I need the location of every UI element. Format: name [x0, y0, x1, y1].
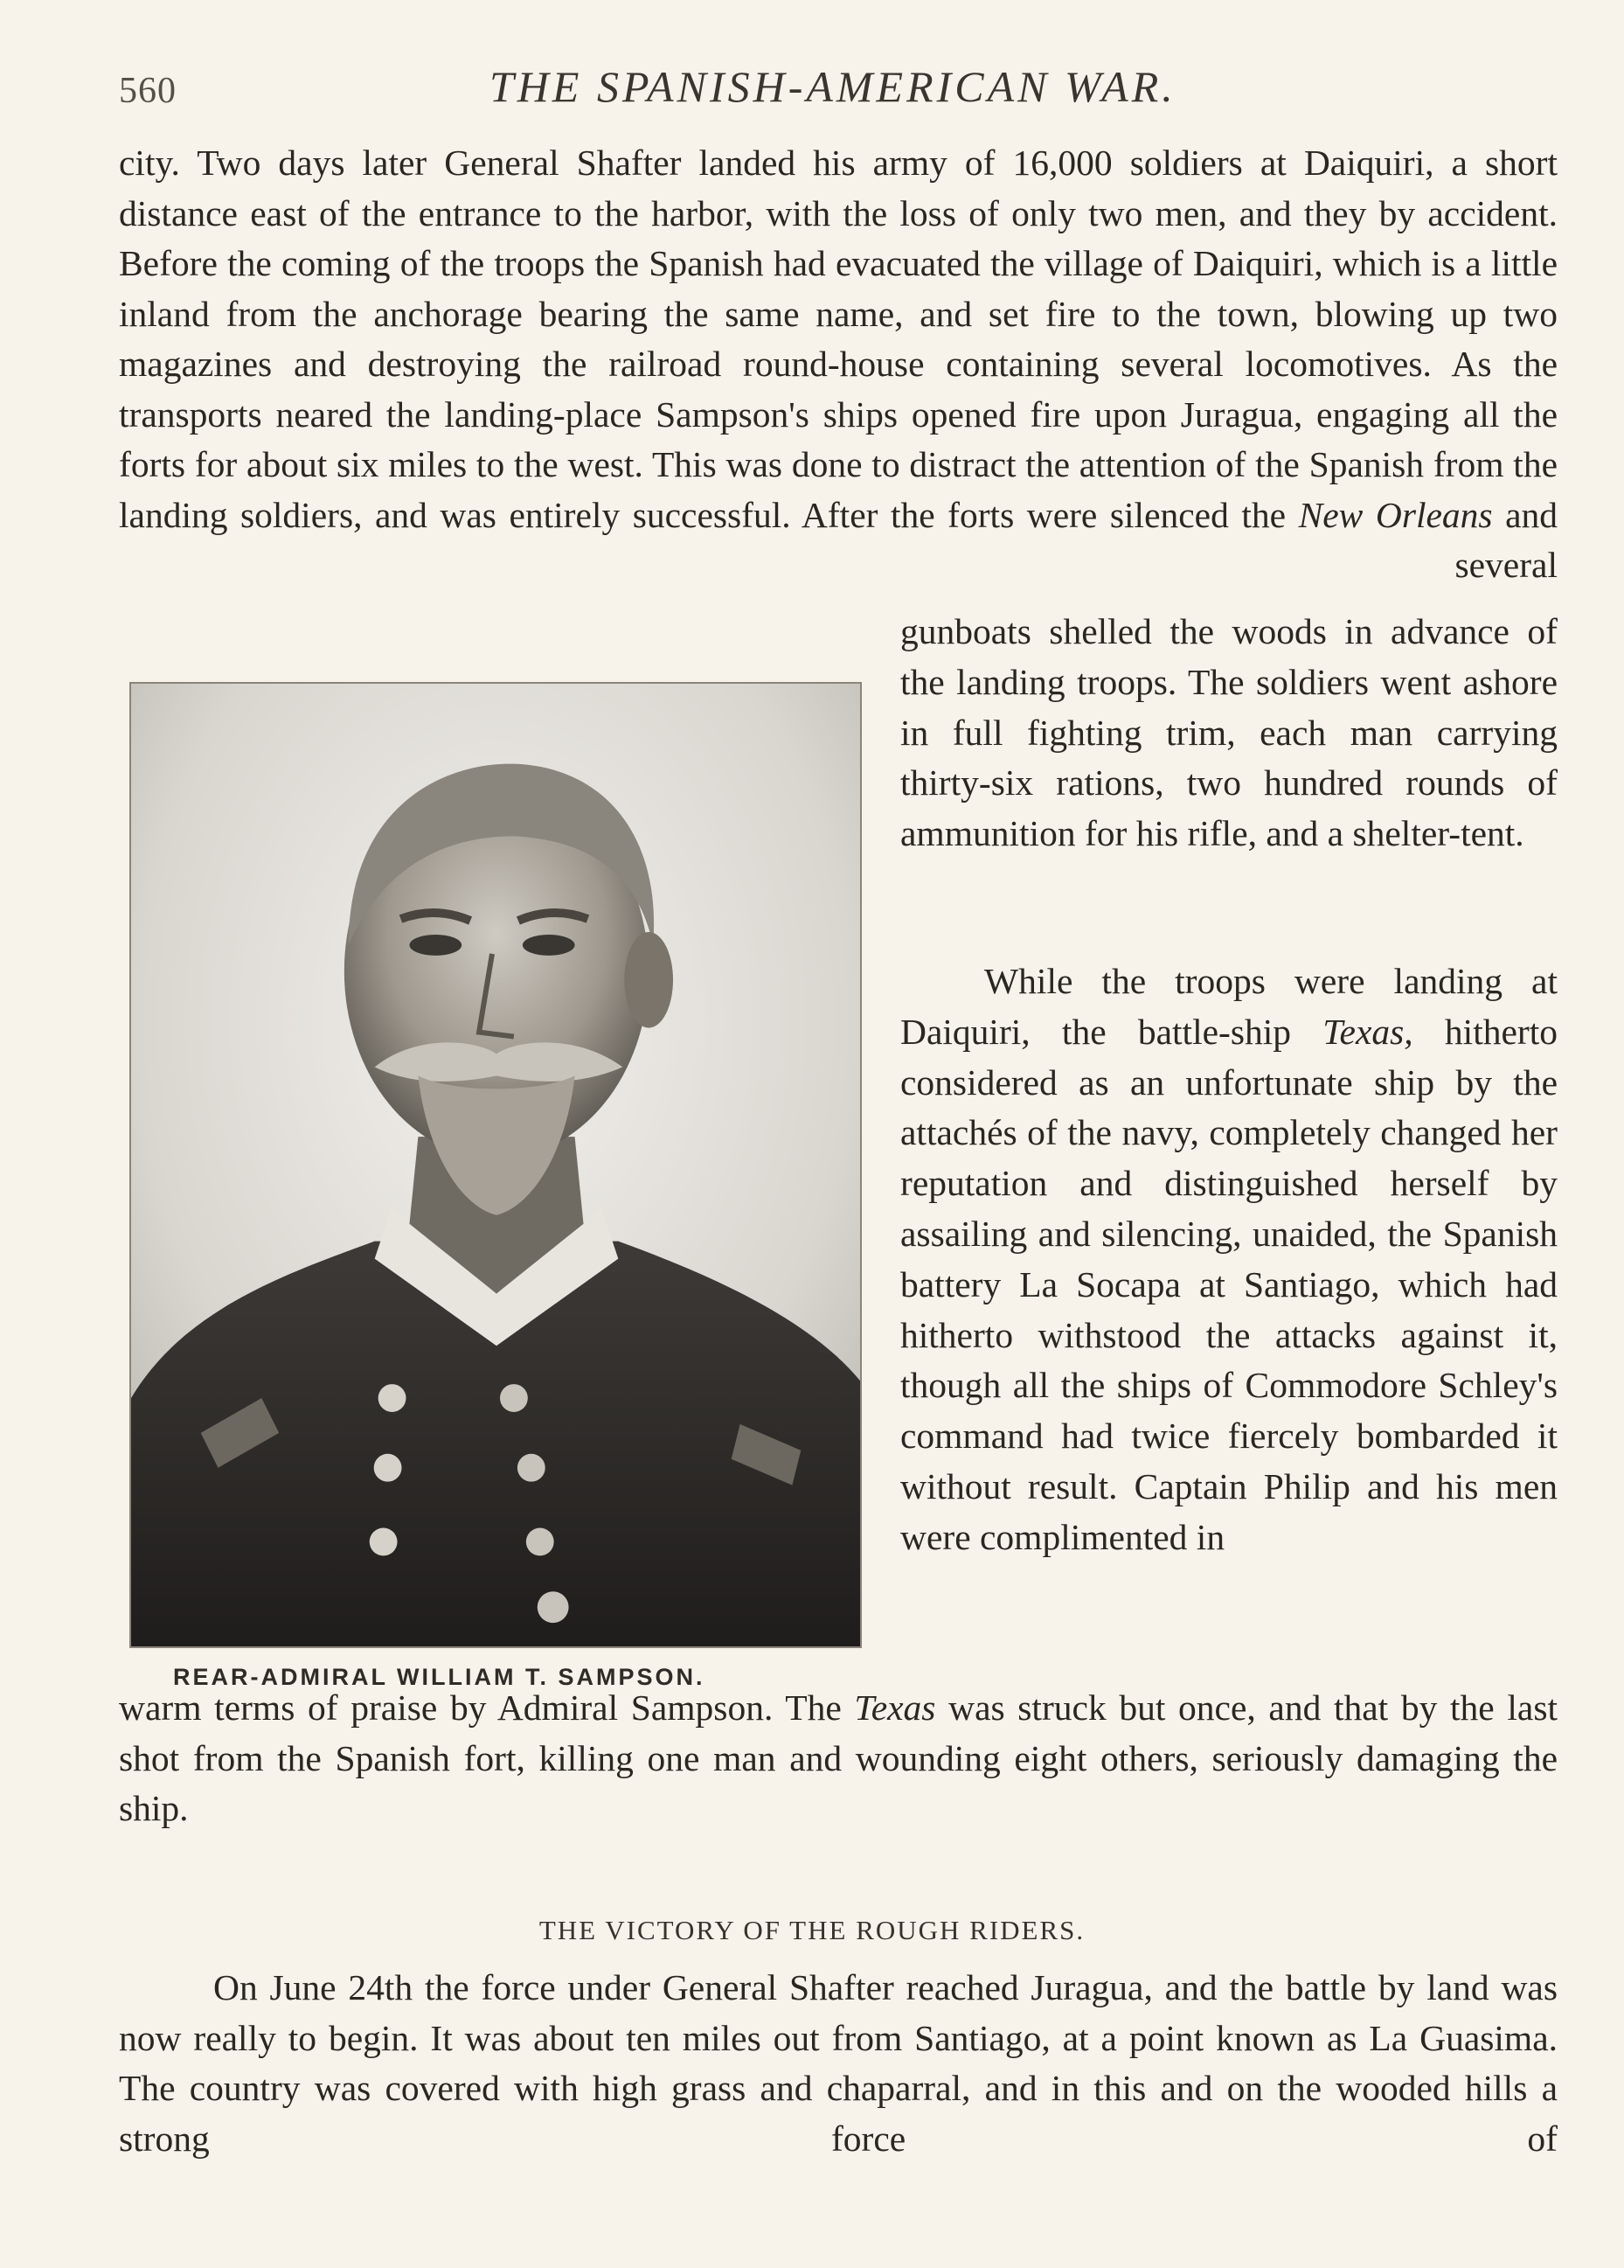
top-paragraph-end: and several	[1454, 494, 1558, 585]
ship-name-texas: Texas,	[1322, 1011, 1413, 1052]
side-paragraph-2-text-b: hitherto considered as an unfortunate ship by the attachés of the navy, completely changed her reputation and distinguished herself by assailing and silencing, unaided, the Spanish battery La Socapa at Santiago, which had hitherto withstood the attacks against it, though all the ships of Commodore Schley's command had twice fiercely bombarded it without result. Captain Philip and his men were complimented in	[900, 1011, 1558, 1557]
portrait-image	[129, 682, 862, 1648]
top-paragraph-text: city. Two days later General Shafter landed his army of 16,000 soldiers at Daiquiri, a short distance east of the entrance to the harbor, with the loss of only two men, and they by accident. Before the coming of the troops the Spanish had evacuated the village of Daiquiri, which is a little inland from the anchorage bearing the same name, and set fire to the town, blowing up two magazines and destroying the railroad round-house containing several locomotives. As the transports neared the landing-place Sampson's ships opened fire upon Juragua, engaging all the forts for about six miles to the west. This was done to distract the attention of the Spanish from the landing soldiers, and was entirely successful. After the forts were silenced the	[119, 143, 1558, 535]
portrait-caption: REAR-ADMIRAL WILLIAM T. SAMPSON.	[173, 1664, 705, 1690]
after-figure-paragraph	[119, 1683, 1558, 1834]
running-title: THE SPANISH-AMERICAN WAR.	[489, 62, 1176, 111]
after-figure-text-b: was struck but once, and that by the last shot from the Spanish fort, killing one man and wounding eight others, seriously damaging the ship.	[119, 1687, 1558, 1828]
side-paragraph-1-text: gunboats shelled the woods in advance of the landing troops. The soldiers went ashore in full fighting trim, each man carrying thirty-six rations, two hundred rounds of ammunition for his rifle, and a shelter-tent.	[900, 611, 1558, 854]
top-paragraph	[119, 138, 1558, 602]
ship-name-texas-2: Texas	[854, 1687, 936, 1728]
portrait-illustration	[131, 684, 860, 1646]
section-heading: THE VICTORY OF THE ROUGH RIDERS.	[538, 1915, 1086, 1945]
side-paragraph-2-text-a: While the troops were landing at Daiquiri, the battle-ship	[900, 961, 1558, 1052]
section-paragraph: On June 24th the force under General Shafter reached Juragua, and the battle by land was now really to begin. It was about ten miles out from Santiago, at a point known as La Guasima. The country was covered with high grass and chaparral, and in this and on the wooded hills a strong force of	[119, 1967, 1558, 2159]
portrait-figure	[119, 673, 871, 1690]
page-number: 560	[119, 71, 177, 111]
side-column	[900, 607, 1558, 1563]
side-paragraph-2	[900, 957, 1558, 1563]
ship-name-new-orleans: New Orleans	[1298, 494, 1493, 535]
after-figure-text-a: warm terms of praise by Admiral Sampson. The	[119, 1687, 842, 1728]
side-paragraph-1	[900, 607, 1558, 957]
